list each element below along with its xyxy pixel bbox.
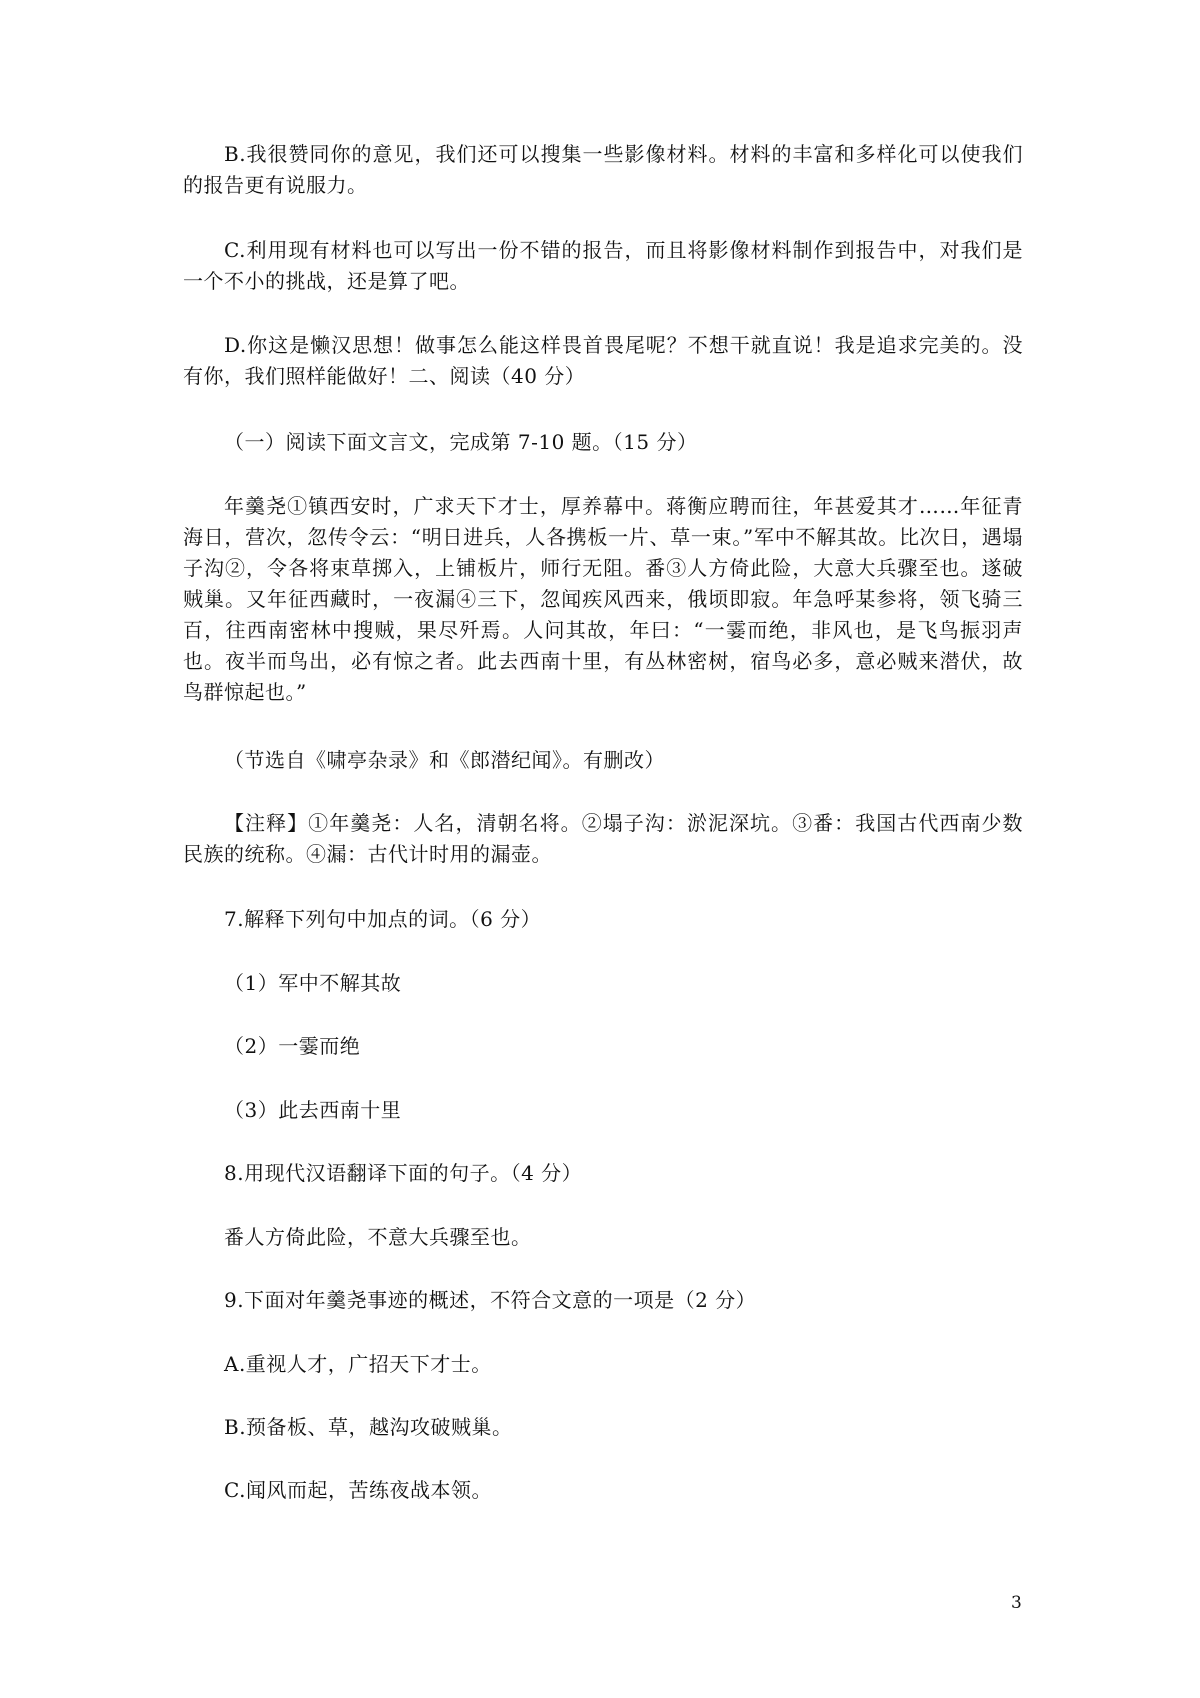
classical-chinese-passage: 年羹尧①镇西安时，广求天下才士，厚养幕中。蒋衡应聘而往，年甚爱其才……年征青海日，营次，忽传令云：“明日进兵，人各携板一片、草一束。”军中不解其故。比次日，遇塌子沟②，令各将束草掷入，上铺板片，师行无阻。番③人方倚此险，大意大兵骤至也。遂破贼巢。又年征西藏时，一夜漏④三下，忽闻疾风西来，俄顷即寂。年急呼某参将，领飞骑三百，往西南密林中搜贼，果尽歼焉。人问其故，年曰：“一霎而绝，非风也，是飞鸟振羽声也。夜半而鸟出，必有惊之者。此去西南十里，有丛林密树，宿鸟必多，意必贼来潜伏，故鸟群惊起也。”	[183, 494, 1023, 704]
question-9-option: C.闻风而起，苦练夜战本领。	[224, 1478, 492, 1502]
option-b-paragraph: B.我很赞同你的意见，我们还可以搜集一些影像材料。材料的丰富和多样化可以使我们的报告更有说服力。	[183, 142, 1023, 197]
question-7-item: （2）一霎而绝	[224, 1034, 361, 1058]
question-7-prompt: 7.解释下列句中加点的词。（6 分）	[224, 907, 542, 931]
option-d-paragraph: D.你这是懒汉思想！做事怎么能这样畏首畏尾呢？不想干就直说！我是追求完美的。没有你，我们照样能做好！二、阅读（40 分）	[183, 333, 1023, 388]
option-c-paragraph: C.利用现有材料也可以写出一份不错的报告，而且将影像材料制作到报告中，对我们是一个不小的挑战，还是算了吧。	[183, 238, 1023, 293]
page-number: 3	[1011, 1593, 1022, 1613]
question-7-item: （1）军中不解其故	[224, 971, 402, 995]
question-7-item: （3）此去西南十里	[224, 1098, 402, 1122]
source-note: （节选自《啸亭杂录》和《郎潜纪闻》。有删改）	[224, 748, 665, 772]
question-9-option: B.预备板、草，越沟攻破贼巢。	[224, 1415, 513, 1439]
question-9-prompt: 9.下面对年羹尧事迹的概述，不符合文意的一项是（2 分）	[224, 1288, 757, 1312]
question-9-option: A.重视人才，广招天下才士。	[224, 1352, 492, 1376]
annotation-paragraph: 【注释】①年羹尧：人名，清朝名将。②塌子沟：淤泥深坑。③番：我国古代西南少数民族的统称。④漏：古代计时用的漏壶。	[183, 811, 1023, 866]
question-8-sentence: 番人方倚此险，不意大兵骤至也。	[224, 1225, 532, 1249]
section-one-heading: （一）阅读下面文言文，完成第 7-10 题。（15 分）	[224, 430, 698, 454]
question-8-prompt: 8.用现代汉语翻译下面的句子。（4 分）	[224, 1161, 583, 1185]
